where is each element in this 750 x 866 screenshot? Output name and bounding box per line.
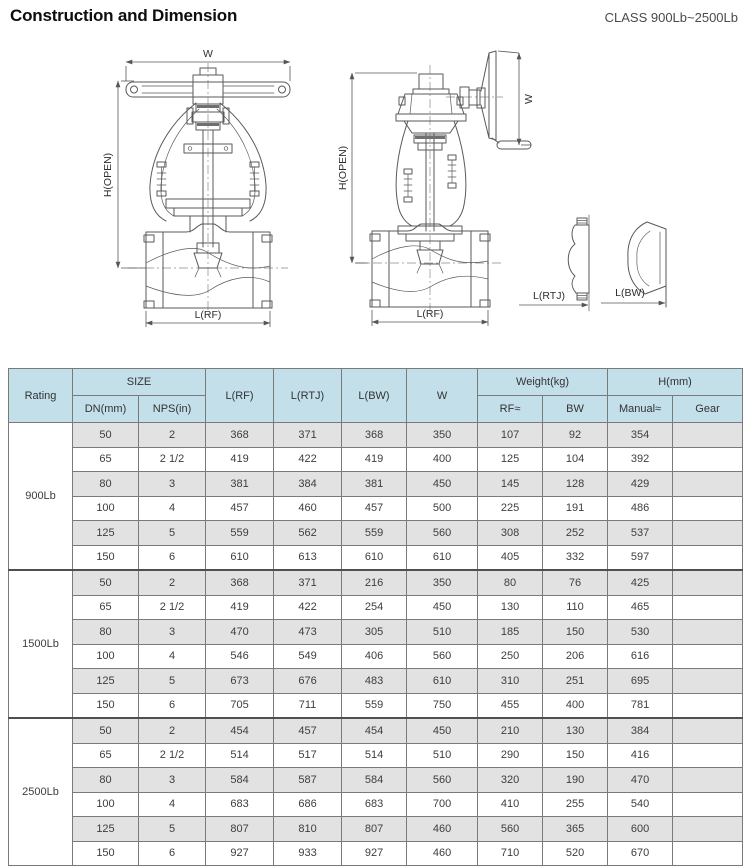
table-row — [9, 620, 743, 645]
cell-lrf: 559 — [206, 521, 274, 546]
rating-cell: 900Lb — [9, 423, 73, 571]
cell-h-gear — [673, 669, 743, 694]
cell-dn: 125 — [73, 521, 139, 546]
cell-lrf: 610 — [206, 545, 274, 570]
cell-lrtj: 676 — [274, 669, 342, 694]
cell-lrtj: 549 — [274, 644, 342, 669]
cell-weight-rf: 320 — [478, 768, 543, 793]
cell-h-manual: 781 — [608, 693, 673, 718]
cell-h-gear — [673, 693, 743, 718]
table-row — [9, 792, 743, 817]
cell-lrtj: 517 — [274, 743, 342, 768]
cell-weight-bw: 150 — [543, 743, 608, 768]
cell-lrf: 381 — [206, 472, 274, 497]
cell-dn: 125 — [73, 817, 139, 842]
cell-lrf: 454 — [206, 718, 274, 743]
dimension-table — [8, 368, 743, 866]
cell-weight-rf: 125 — [478, 447, 543, 472]
cell-weight-bw: 92 — [543, 423, 608, 448]
rating-cell: 1500Lb — [9, 570, 73, 718]
page-title: Construction and Dimension — [10, 6, 238, 25]
cell-lrf: 584 — [206, 768, 274, 793]
header-manual: Manual≈ — [608, 396, 673, 423]
cell-w: 610 — [407, 545, 478, 570]
cell-weight-rf: 560 — [478, 817, 543, 842]
header-nps: NPS(in) — [139, 396, 206, 423]
cell-dn: 100 — [73, 792, 139, 817]
table-row — [9, 521, 743, 546]
cell-lrf: 683 — [206, 792, 274, 817]
table-row — [9, 496, 743, 521]
dim-label-lrf-right: L(RF) — [416, 308, 444, 320]
header-size: SIZE — [73, 369, 206, 396]
bw-end-detail — [601, 222, 666, 307]
cell-lbw: 927 — [342, 841, 407, 866]
table-row — [9, 718, 743, 743]
cell-lrtj: 613 — [274, 545, 342, 570]
cell-nps: 6 — [139, 693, 206, 718]
table-row — [9, 570, 743, 595]
cell-nps: 3 — [139, 620, 206, 645]
cell-dn: 65 — [73, 743, 139, 768]
cell-lbw: 584 — [342, 768, 407, 793]
table-row — [9, 669, 743, 694]
table-row — [9, 644, 743, 669]
cell-lrtj: 457 — [274, 718, 342, 743]
table-row — [9, 423, 743, 448]
cell-nps: 2 — [139, 423, 206, 448]
cell-lrtj: 686 — [274, 792, 342, 817]
cell-weight-rf: 145 — [478, 472, 543, 497]
cell-h-gear — [673, 545, 743, 570]
cell-lbw: 559 — [342, 693, 407, 718]
cell-weight-rf: 710 — [478, 841, 543, 866]
cell-w: 460 — [407, 817, 478, 842]
cell-w: 450 — [407, 472, 478, 497]
cell-dn: 125 — [73, 669, 139, 694]
cell-weight-rf: 107 — [478, 423, 543, 448]
cell-weight-rf: 80 — [478, 570, 543, 595]
table-row — [9, 693, 743, 718]
table-row — [9, 743, 743, 768]
cell-nps: 6 — [139, 545, 206, 570]
cell-lrtj: 933 — [274, 841, 342, 866]
cell-w: 700 — [407, 792, 478, 817]
table-body — [9, 423, 743, 866]
cell-lbw: 483 — [342, 669, 407, 694]
cell-h-gear — [673, 472, 743, 497]
cell-lrf: 368 — [206, 423, 274, 448]
cell-lrf: 419 — [206, 447, 274, 472]
header-w: W — [407, 369, 478, 423]
cell-lbw: 610 — [342, 545, 407, 570]
cell-nps: 4 — [139, 792, 206, 817]
cell-h-gear — [673, 570, 743, 595]
header-bw: BW — [543, 396, 608, 423]
cell-lrf: 457 — [206, 496, 274, 521]
cell-w: 460 — [407, 841, 478, 866]
cell-weight-bw: 110 — [543, 595, 608, 620]
cell-h-manual: 392 — [608, 447, 673, 472]
cell-nps: 3 — [139, 472, 206, 497]
cell-h-manual: 600 — [608, 817, 673, 842]
cell-weight-rf: 308 — [478, 521, 543, 546]
cell-h-manual: 597 — [608, 545, 673, 570]
header-rating: Rating — [9, 369, 73, 423]
cell-nps: 2 1/2 — [139, 447, 206, 472]
table-row — [9, 595, 743, 620]
cell-nps: 5 — [139, 817, 206, 842]
header-h: H(mm) — [608, 369, 743, 396]
cell-lrtj: 587 — [274, 768, 342, 793]
cell-lrtj: 473 — [274, 620, 342, 645]
cell-weight-rf: 250 — [478, 644, 543, 669]
cell-dn: 80 — [73, 768, 139, 793]
page-header — [10, 6, 738, 26]
table-header — [9, 369, 743, 423]
cell-h-manual: 465 — [608, 595, 673, 620]
table-row — [9, 472, 743, 497]
cell-w: 500 — [407, 496, 478, 521]
cell-w: 750 — [407, 693, 478, 718]
cell-lrtj: 422 — [274, 595, 342, 620]
cell-lbw: 419 — [342, 447, 407, 472]
cell-weight-bw: 206 — [543, 644, 608, 669]
cell-h-manual: 470 — [608, 768, 673, 793]
cell-weight-bw: 332 — [543, 545, 608, 570]
cell-lrtj: 422 — [274, 447, 342, 472]
dim-label-lrtj: L(RTJ) — [533, 290, 565, 302]
cell-nps: 5 — [139, 521, 206, 546]
cell-dn: 100 — [73, 496, 139, 521]
cell-nps: 4 — [139, 644, 206, 669]
cell-weight-bw: 255 — [543, 792, 608, 817]
cell-weight-rf: 310 — [478, 669, 543, 694]
cell-h-manual: 670 — [608, 841, 673, 866]
cell-h-gear — [673, 447, 743, 472]
cell-dn: 150 — [73, 693, 139, 718]
cell-lrf: 368 — [206, 570, 274, 595]
cell-lrtj: 460 — [274, 496, 342, 521]
cell-weight-bw: 251 — [543, 669, 608, 694]
cell-lrf: 807 — [206, 817, 274, 842]
cell-nps: 2 — [139, 718, 206, 743]
cell-h-manual: 425 — [608, 570, 673, 595]
cell-h-gear — [673, 768, 743, 793]
valve-drawing-handwheel-side — [337, 51, 535, 326]
cell-h-manual: 540 — [608, 792, 673, 817]
cell-h-manual: 616 — [608, 644, 673, 669]
cell-h-gear — [673, 743, 743, 768]
dim-label-lbw: L(BW) — [615, 287, 645, 299]
cell-lrtj: 711 — [274, 693, 342, 718]
construction-drawing — [0, 35, 750, 345]
dim-label-lrf-left: L(RF) — [194, 309, 222, 321]
cell-weight-bw: 252 — [543, 521, 608, 546]
cell-w: 400 — [407, 447, 478, 472]
cell-lrtj: 384 — [274, 472, 342, 497]
cell-weight-rf: 185 — [478, 620, 543, 645]
cell-w: 350 — [407, 423, 478, 448]
header-dn: DN(mm) — [73, 396, 139, 423]
cell-h-gear — [673, 792, 743, 817]
cell-nps: 3 — [139, 768, 206, 793]
cell-dn: 50 — [73, 570, 139, 595]
cell-dn: 50 — [73, 423, 139, 448]
cell-h-gear — [673, 718, 743, 743]
cell-weight-bw: 520 — [543, 841, 608, 866]
cell-w: 560 — [407, 644, 478, 669]
cell-w: 510 — [407, 743, 478, 768]
header-rf: RF≈ — [478, 396, 543, 423]
cell-lbw: 454 — [342, 718, 407, 743]
cell-lrf: 546 — [206, 644, 274, 669]
cell-w: 610 — [407, 669, 478, 694]
cell-weight-bw: 400 — [543, 693, 608, 718]
cell-dn: 65 — [73, 447, 139, 472]
cell-nps: 4 — [139, 496, 206, 521]
header-gear: Gear — [673, 396, 743, 423]
cell-lrf: 705 — [206, 693, 274, 718]
cell-lbw: 216 — [342, 570, 407, 595]
dimension-table-section — [8, 368, 742, 866]
cell-h-gear — [673, 521, 743, 546]
cell-h-manual: 416 — [608, 743, 673, 768]
cell-w: 450 — [407, 595, 478, 620]
cell-lrf: 927 — [206, 841, 274, 866]
cell-nps: 5 — [139, 669, 206, 694]
header-lrtj: L(RTJ) — [274, 369, 342, 423]
cell-h-gear — [673, 496, 743, 521]
dim-label-w-right: W — [523, 94, 535, 104]
cell-weight-rf: 410 — [478, 792, 543, 817]
cell-w: 450 — [407, 718, 478, 743]
header-lbw: L(BW) — [342, 369, 407, 423]
class-rating-label: CLASS 900Lb~2500Lb — [604, 10, 738, 25]
cell-h-gear — [673, 620, 743, 645]
cell-weight-rf: 225 — [478, 496, 543, 521]
rtj-end-detail — [519, 215, 589, 311]
table-row — [9, 841, 743, 866]
cell-lbw: 305 — [342, 620, 407, 645]
table-row — [9, 545, 743, 570]
cell-nps: 6 — [139, 841, 206, 866]
cell-h-manual: 537 — [608, 521, 673, 546]
cell-dn: 100 — [73, 644, 139, 669]
cell-weight-rf: 405 — [478, 545, 543, 570]
cell-lbw: 514 — [342, 743, 407, 768]
cell-lbw: 683 — [342, 792, 407, 817]
cell-lbw: 457 — [342, 496, 407, 521]
cell-h-manual: 354 — [608, 423, 673, 448]
cell-dn: 80 — [73, 620, 139, 645]
cell-w: 510 — [407, 620, 478, 645]
cell-lrtj: 810 — [274, 817, 342, 842]
cell-lbw: 254 — [342, 595, 407, 620]
cell-lrf: 419 — [206, 595, 274, 620]
cell-weight-rf: 290 — [478, 743, 543, 768]
cell-h-gear — [673, 644, 743, 669]
cell-dn: 65 — [73, 595, 139, 620]
cell-lbw: 381 — [342, 472, 407, 497]
dim-label-w-left: W — [203, 48, 213, 60]
cell-lbw: 559 — [342, 521, 407, 546]
header-lrf: L(RF) — [206, 369, 274, 423]
cell-h-gear — [673, 423, 743, 448]
cell-h-manual: 384 — [608, 718, 673, 743]
cell-lrtj: 371 — [274, 570, 342, 595]
cell-h-gear — [673, 595, 743, 620]
cell-h-manual: 429 — [608, 472, 673, 497]
table-row — [9, 768, 743, 793]
cell-dn: 150 — [73, 545, 139, 570]
cell-lrtj: 562 — [274, 521, 342, 546]
cell-nps: 2 1/2 — [139, 743, 206, 768]
table-row — [9, 447, 743, 472]
cell-lrf: 673 — [206, 669, 274, 694]
table-row — [9, 817, 743, 842]
rating-cell: 2500Lb — [9, 718, 73, 866]
cell-nps: 2 1/2 — [139, 595, 206, 620]
valve-drawing-handwheel-top — [102, 48, 290, 327]
cell-weight-bw: 150 — [543, 620, 608, 645]
cell-lrtj: 371 — [274, 423, 342, 448]
cell-w: 560 — [407, 521, 478, 546]
cell-weight-rf: 455 — [478, 693, 543, 718]
cell-dn: 150 — [73, 841, 139, 866]
cell-h-manual: 695 — [608, 669, 673, 694]
cell-weight-rf: 210 — [478, 718, 543, 743]
cell-lrf: 514 — [206, 743, 274, 768]
cell-dn: 80 — [73, 472, 139, 497]
cell-nps: 2 — [139, 570, 206, 595]
cell-weight-bw: 190 — [543, 768, 608, 793]
dim-label-hopen-right: H(OPEN) — [337, 145, 349, 191]
header-weight: Weight(kg) — [478, 369, 608, 396]
dim-label-hopen-left: H(OPEN) — [102, 152, 114, 198]
cell-lbw: 807 — [342, 817, 407, 842]
cell-dn: 50 — [73, 718, 139, 743]
cell-h-gear — [673, 817, 743, 842]
cell-weight-rf: 130 — [478, 595, 543, 620]
cell-weight-bw: 76 — [543, 570, 608, 595]
cell-h-gear — [673, 841, 743, 866]
cell-weight-bw: 130 — [543, 718, 608, 743]
cell-w: 560 — [407, 768, 478, 793]
cell-h-manual: 530 — [608, 620, 673, 645]
cell-lbw: 368 — [342, 423, 407, 448]
cell-weight-bw: 365 — [543, 817, 608, 842]
cell-weight-bw: 104 — [543, 447, 608, 472]
cell-lrf: 470 — [206, 620, 274, 645]
cell-weight-bw: 128 — [543, 472, 608, 497]
cell-h-manual: 486 — [608, 496, 673, 521]
cell-lbw: 406 — [342, 644, 407, 669]
cell-w: 350 — [407, 570, 478, 595]
cell-weight-bw: 191 — [543, 496, 608, 521]
